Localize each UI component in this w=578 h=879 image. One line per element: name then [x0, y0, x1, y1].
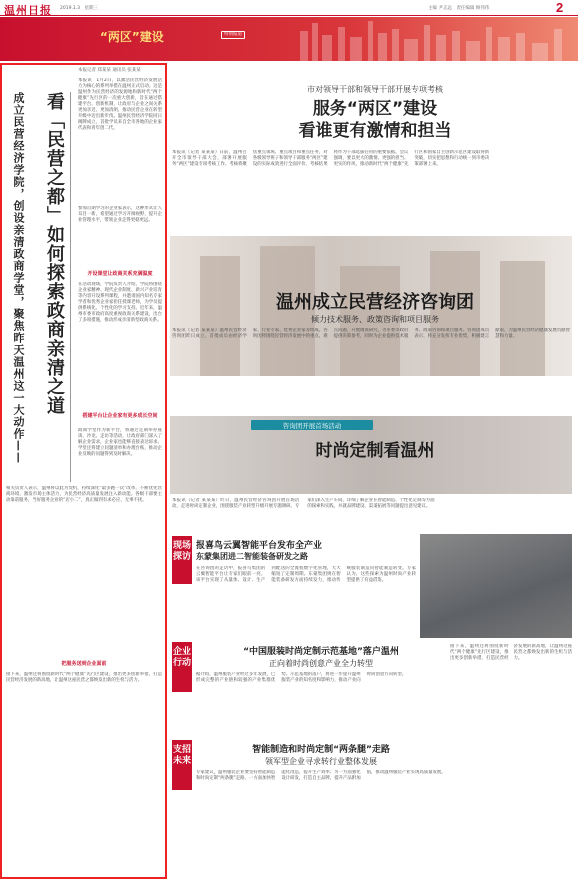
left-byline: 本报记者 郑某某 通讯员 张某某 [78, 68, 141, 73]
left-vertical-rule [70, 92, 71, 482]
story5-subheadline: 正向着时尚创意产业全力转型 [269, 659, 373, 668]
story4-headline: 报喜鸟云翼智能平台发布全产业 [196, 541, 323, 551]
story4-text: 在咨询团的走访中，报喜鸟集团的云翼智能平台让专家们眼前一亮。该平台实现了从量体、设计、生产到配送的全流程数字化管理，大大缩短了定制周期。东蒙集团则在智能装备研发方面持续发力，推动传统服装制造向智能制造转变。专家认为，这些探索为温州时尚产业转型提供了有益借鉴。 [196, 566, 416, 583]
left-section-1: 开设课堂让政商关系充满温度 [87, 271, 153, 277]
left-text-d: 参加首期学习的企业家表示，这种形式让人耳目一新，希望通过学习开阔视野，提升企业管理水平，带领企业走得更稳更远。 [78, 206, 162, 223]
sidebar-label-1: 现场探访 [172, 536, 192, 584]
left-text-e: 相关负责人表示，温州将以此为契机，持续深化“最多跑一次”改革，不断优化营商环境，激发市场主体活力，为民营经济高质量发展注入新动能。各级干部要主动靠前服务，当好服务企业的“店小二”，真正做到有求必应、无事不扰。 [6, 486, 162, 503]
sidebar-label-2: 企业行动 [172, 642, 192, 692]
story1-text: 本报讯（记者 某某某）日前，温州召开全市领导干部大会，部署开展服务“两区”建设专项考核工作。考核将聚焦重点领域、重点项目和重点任务，对各级领导班子和领导干部服务“两区”建设的实际成效进行全面评价，考核结果将作为干部选拔任用的重要依据。会议强调，要以更大的激情、更强的担当、更实的作风，推动新时代“两个健康”先行区和国家自主创新示范区建设取得新突破，切实把思想和行动统一到市委决策部署上来。 [172, 150, 490, 167]
left-text-f: 接下来，温州还将围绕新时代“两个健康”先行区建设，推出更多创新举措，打造民营经济发展的新高地，让温州这座民营之都焕发出新的生机与活力。 [6, 672, 162, 683]
left-text-c: 政商学堂作为新平台，将通过定期举办座谈、沙龙、走访等活动，让政府部门深入了解企业需求，企业家也能够直接表达诉求。学堂还将建立问题清单和办理台账，推动企业反映的问题得到及时解决。 [78, 428, 162, 457]
story4-subheadline: 东蒙集团进二智能装备研发之路 [196, 552, 308, 561]
paper-logo: 温州日报 [4, 4, 52, 17]
right-column-text: 接下来，温州还将围绕新时代“两个健康”先行区建设，推出更多创新举措，打造民营经济发展的新高地，让温州这座民营之都焕发出新的生机与活力。 [450, 644, 572, 661]
story6-headline: 智能制造和时尚定制“两条腿”走路 [252, 745, 390, 755]
section-banner [0, 17, 578, 61]
left-headline: 看「民营之都」如何探索政商亲清之道 [44, 92, 65, 415]
issue-date: 2019.1.3 星期三 [60, 6, 99, 11]
story3-headline: 时尚定制看温州 [315, 441, 435, 461]
story5-headline: “中国服装时尚定制示范基地”落户温州 [243, 647, 399, 657]
story2-subtitle: 倾力技术服务、政策咨询和项目服务 [311, 315, 439, 324]
banner-skyline-graphic [0, 17, 578, 61]
editor-line: 主编 尹志远 责任编辑 顾伟伟 [428, 6, 490, 11]
story6-subheadline: 领军型企业寻求转行业整体发展 [265, 757, 377, 766]
page-number: 2 [556, 0, 564, 15]
story2-headline: 温州成立民营经济咨询团 [276, 292, 474, 313]
story1-headline: 服务“两区”建设 看谁更有激情和担当 [298, 99, 452, 141]
sidebar-label-3: 支招未来 [172, 740, 192, 790]
left-text-a: 本报讯 1月2日，以激活民营经济发展活力为核心的系列举措在温州正式启动。这是温州作为民营经济的发源地和新时代“两个健康”先行区的一次重大创新，旨在通过搭建平台、创新机制，让政府与企业之间关系更加亲近、更加清朗，推动民营企业在转型升级中迈出新步伐。温州民营经济学院同日揭牌成立，首批学员来自全市各地的企业家代表和青年创二代。 [78, 78, 162, 131]
story3-kicker: 咨询团开展首场活动 [282, 422, 342, 430]
story1-subtitle: 市对领导干部和领导干部开展专项考核 [307, 85, 443, 94]
left-section-3: 把服务送到企业面前 [61, 661, 107, 667]
left-kicker: 成立民营经济学院，创设亲清政商学堂，聚焦昨天温州这一大动作—— [12, 92, 25, 464]
story3-text: 本报讯（记者 某某某）昨日，温州民营经济咨询团开展首场活动，走进时尚定制企业，围绕服装产业转型升级开展专题调研。专家们深入生产车间，详细了解企业在智能制造、个性化定制等方面的探索和实践，并就品牌建设、渠道拓展等问题提出意见建议。 [172, 498, 435, 509]
story2-text: 本报讯（记者 某某某）温州民营经济咨询团昨日成立，首批成员由经济学家、行业专家、优秀企业家等组成。咨询团将围绕民营经济发展中的重点、难点问题，开展调查研究，为市委市政府提供决策参考，同时为企业提供技术服务、政策咨询和项目服务。咨询团成员表示，将充分发挥专业优势，积极建言献策，为温州民营经济健康发展贡献智慧和力量。 [172, 328, 570, 339]
banner-tag: 特别报道 [221, 31, 245, 39]
story6-text: 专家建议，温州服装企业要坚持智能制造和时尚定制“两条腿”走路，一方面加快智能化改造，提升生产效率；另一方面强化设计研发，打造自主品牌，提升产品附加值，推动温州服装产业实现高质量发展。 [196, 770, 446, 781]
left-section-2: 搭建平台让企业家有更多成长空间 [82, 413, 158, 419]
story5-text: 据介绍，温州服装产业经过多年发展，已形成完整的产业链和较强的产业集群优势。示范基地的落户，将进一步提升温州服装产业的知名度和影响力，推动产业向时尚创意方向转型。 [196, 672, 407, 683]
banner-title: “两区”建设 [100, 30, 164, 44]
left-text-b: 在活动现场，学院负责人介绍，学院将围绕企业家精神、现代企业制度、新兴产业培育等内容开设系列课程，并邀请国内知名专家学者和优秀企业家担任授课老师，为学员提供系统化、个性化的学习支持。近年来，温州市委市政府高度重视政商关系建设，出台了多项措施，推动形成亲清新型政商关系。 [78, 282, 162, 323]
story4-photo [420, 534, 572, 638]
